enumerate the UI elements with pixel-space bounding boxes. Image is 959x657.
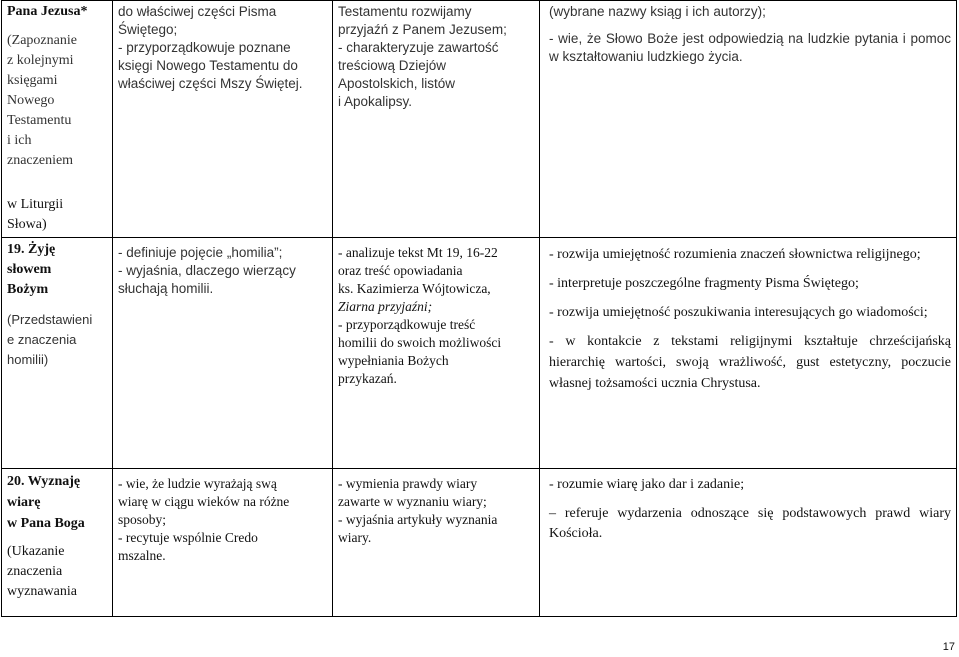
- text-line: wypełniania Bożych: [338, 353, 449, 368]
- topic-note-line: e znaczenia: [7, 332, 77, 347]
- topic-title-line: 20. Wyznaję: [7, 474, 81, 489]
- text-line: - analizuje tekst Mt 19, 16-22: [338, 245, 498, 260]
- goal-paragraph: - wie, że Słowo Boże jest odpowiedzią na ludzkie pytania i pomoc w kształtowaniu ludzkiego życia.: [549, 31, 951, 64]
- topic-note-line: i ich: [7, 133, 32, 148]
- text-line: przykazań.: [338, 371, 397, 386]
- text-line: Świętego;: [118, 22, 178, 37]
- text-line: - wyjaśnia artykuły wyznania: [338, 512, 498, 527]
- table-row: [2, 469, 957, 617]
- topic-title-line: wiarę: [7, 495, 41, 510]
- text-line: sposoby;: [118, 512, 167, 527]
- table-row: [2, 238, 957, 469]
- goal-paragraph: – referuje wydarzenia odnoszące się podstawowych prawd wiary Kościoła.: [549, 506, 951, 541]
- topic-note-line: (Przedstawieni: [7, 312, 93, 327]
- text-line: ks. Kazimierza Wójtowicza,: [338, 281, 491, 296]
- requirements-cell: [113, 1, 333, 238]
- goal-paragraph: - rozumie wiarę jako dar i zadanie;: [549, 477, 745, 492]
- topic-note-line: księgami: [7, 73, 58, 88]
- text-line: treściową Dziejów: [338, 58, 447, 73]
- topic-note-line: (Ukazanie: [7, 544, 65, 559]
- topic-note-line: wyznawania: [7, 584, 77, 599]
- text-line: - recytuje wspólnie Credo: [118, 530, 258, 545]
- goals-cell: [540, 238, 957, 469]
- text-line: - przyporządkowuje poznane: [118, 40, 291, 55]
- topic-note-line: z kolejnymi: [7, 53, 74, 68]
- text-line: do właściwej części Pisma: [118, 4, 277, 19]
- topic-note-line: znaczenia: [7, 564, 63, 579]
- topic-note: [7, 542, 107, 602]
- goal-paragraph: - interpretuje poszczególne fragmenty Pisma Świętego;: [549, 276, 859, 291]
- requirements-cell: [113, 238, 333, 469]
- topic-cell: [2, 469, 113, 617]
- topic-note-line: znaczeniem: [7, 153, 74, 168]
- topic-note-line: (Zapoznanie: [7, 33, 77, 48]
- topic-title: [7, 471, 107, 534]
- topic-note-line: homilii): [7, 352, 49, 367]
- topic-note: [7, 310, 107, 370]
- topic-note-line: Słowa): [7, 217, 47, 232]
- table-row: [2, 1, 957, 238]
- goal-paragraph: (wybrane nazwy ksiąg i ich autorzy);: [549, 4, 766, 19]
- text-line: - przyporządkowuje treść: [338, 317, 476, 332]
- text-line: księgi Nowego Testamentu do: [118, 58, 298, 73]
- requirements-cell: [113, 469, 333, 617]
- text-line: oraz treść opowiadania: [338, 263, 463, 278]
- goal-paragraph: - w kontakcie z tekstami religijnymi kształtuje chrześcijańską hierarchię wartości, swoją wrażliwość, gust estetyczny, poczucie własnej tożsamości ucznia Chrystusa.: [549, 334, 951, 391]
- text-line: homilii do swoich możliwości: [338, 335, 502, 350]
- topic-note-line: Testamentu: [7, 113, 72, 128]
- text-line: i Apokalipsy.: [338, 94, 413, 109]
- goals-cell: [540, 1, 957, 238]
- curriculum-table: [1, 0, 957, 617]
- topic-title-line: w Pana Boga: [7, 516, 85, 531]
- topic-note-continued: [7, 195, 107, 235]
- text-line: słuchają homilii.: [118, 281, 214, 296]
- topic-note-line: w Liturgii: [7, 197, 64, 212]
- text-line: przyjaźń z Panem Jezusem;: [338, 22, 507, 37]
- text-line: Testamentu rozwijamy: [338, 4, 472, 19]
- topic-cell: [2, 238, 113, 469]
- topic-note: [7, 31, 107, 171]
- text-line: - wymienia prawdy wiary: [338, 476, 478, 491]
- text-line: wiary.: [338, 530, 372, 545]
- text-line: zawarte w wyznaniu wiary;: [338, 494, 487, 509]
- topic-cell: [2, 1, 113, 238]
- text-line: Ziarna przyjaźni;: [338, 299, 433, 314]
- activities-cell: [333, 238, 540, 469]
- text-line: wiarę w ciągu wieków na różne: [118, 494, 290, 509]
- text-line: - wie, że ludzie wyrażają swą: [118, 476, 277, 491]
- text-line: - definiuje pojęcie „homilia”;: [118, 245, 283, 260]
- text-line: - charakteryzuje zawartość: [338, 40, 499, 55]
- topic-note-line: Nowego: [7, 93, 55, 108]
- topic-title: Pana Jezusa*: [7, 4, 88, 19]
- goal-paragraph: - rozwija umiejętność poszukiwania interesujących go wiadomości;: [549, 305, 928, 320]
- activities-cell: [333, 469, 540, 617]
- topic-title-line: Bożym: [7, 282, 49, 297]
- goal-paragraph: - rozwija umiejętność rozumienia znaczeń słownictwa religijnego;: [549, 247, 921, 262]
- topic-title-line: słowem: [7, 262, 52, 277]
- page-number: 17: [942, 641, 955, 653]
- text-line: właściwej części Mszy Świętej.: [118, 76, 303, 91]
- goals-cell: [540, 469, 957, 617]
- text-line: mszalne.: [118, 548, 166, 563]
- activities-cell: [333, 1, 540, 238]
- topic-title-line: 19. Żyję: [7, 242, 56, 257]
- text-line: - wyjaśnia, dlaczego wierzący: [118, 263, 296, 278]
- text-line: Apostolskich, listów: [338, 76, 456, 91]
- topic-title: [7, 240, 107, 300]
